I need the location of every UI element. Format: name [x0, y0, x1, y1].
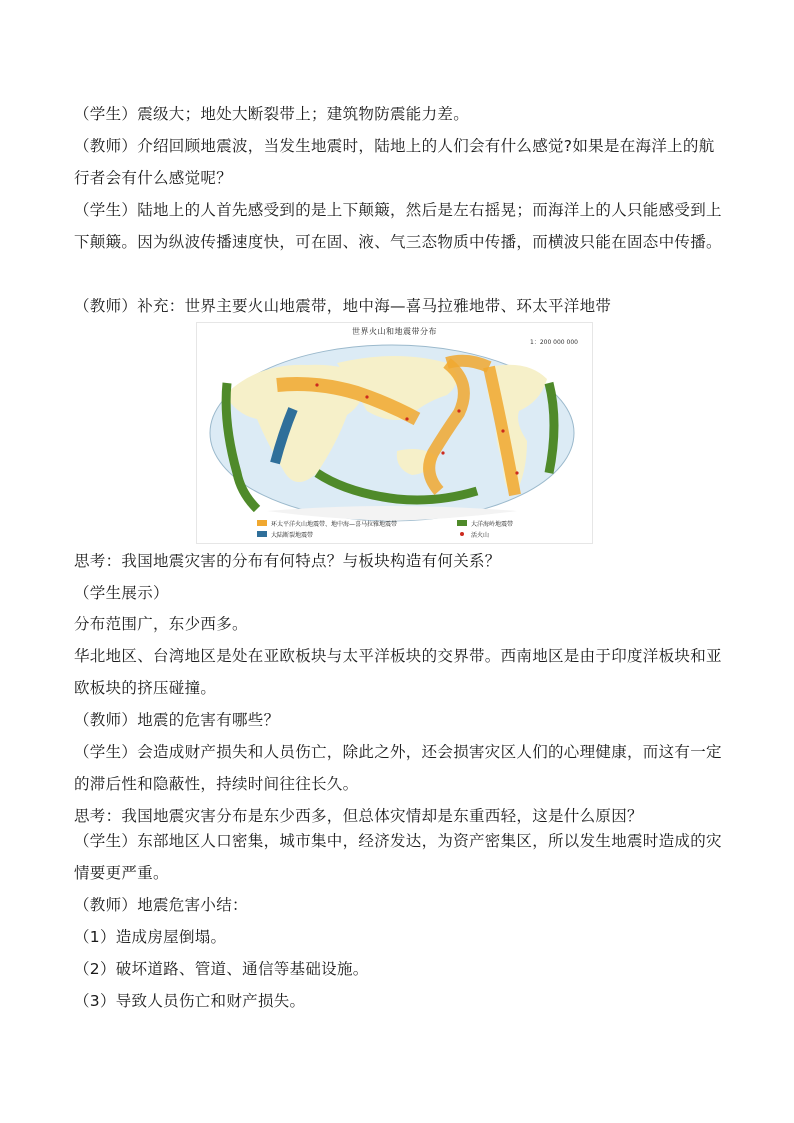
paragraph-16: （3）导致人员伤亡和财产损失。	[74, 992, 306, 1010]
volcano-marker	[501, 429, 504, 432]
paragraph-5: 思考：我国地震灾害的分布有何特点？与板块构造有何关系？	[74, 552, 501, 570]
legend-swatch-pacific-belt	[257, 520, 267, 526]
volcano-marker	[365, 395, 368, 398]
legend-swatch-ridge	[457, 520, 467, 526]
map-legend	[257, 519, 587, 541]
pacific-belt-north	[447, 361, 489, 367]
legend-label-rift: 大陆断裂地震带	[271, 532, 314, 539]
volcano-marker	[457, 409, 460, 412]
paragraph-14: （1）造成房屋倒塌。	[74, 928, 227, 946]
map-graphic	[197, 323, 592, 543]
paragraph-9: （教师）地震的危害有哪些？	[74, 711, 280, 729]
volcano-marker	[315, 383, 318, 386]
paragraph-7: 分布范围广，东少西多。	[74, 615, 248, 633]
paragraph-13: （教师）地震危害小结：	[74, 896, 248, 914]
legend-label-ridge: 大洋海岭地震带	[471, 521, 514, 528]
paragraph-12: （学生）东部地区人口密集，城市集中，经济发达，为资产密集区，所以发生地震时造成的灾情要更严重。	[74, 832, 722, 882]
paragraph-3: （学生）陆地上的人首先感受到的是上下颠簸，然后是左右摇晃；而海洋上的人只能感受到上下颠簸。因为纵波传播速度快，可在固、液、气三态物质中传播，而横波只能在固态中传播。	[74, 201, 722, 251]
legend-swatch-volcano	[460, 532, 464, 536]
legend-swatch-rift	[257, 531, 267, 537]
paragraph-10: （学生）会造成财产损失和人员伤亡，除此之外，还会损害灾区人们的心理健康，而这有一定的滞后性和隐蔽性，持续时间往往长久。	[74, 743, 722, 793]
paragraph-6: （学生展示）	[74, 584, 169, 602]
legend-label-pacific-belt: 环太平洋火山地震带、地中海—喜马拉雅地震带	[271, 521, 398, 528]
legend-label-volcano: 活火山	[471, 532, 490, 539]
paragraph-1: （学生）震级大；地处大断裂带上；建筑物防震能力差。	[74, 105, 470, 123]
map-title: 世界火山和地震带分布	[352, 327, 437, 336]
paragraph-8: 华北地区、台湾地区是处在亚欧板块与太平洋板块的交界带。西南地区是由于印度洋板块和亚欧板块的挤压碰撞。	[74, 647, 722, 697]
paragraph-2: （教师）介绍回顾地震波，当发生地震时，陆地上的人们会有什么感觉?如果是在海洋上的航行者会有什么感觉呢？	[74, 137, 715, 187]
volcano-marker	[405, 417, 408, 420]
paragraph-11: 思考：我国地震灾害分布是东少西多，但总体灾情却是东重西轻，这是什么原因？	[74, 807, 643, 825]
map-scale: 1：200 000 000	[530, 339, 578, 346]
ridge-pacific-east	[549, 383, 554, 473]
world-volcano-earthquake-map	[196, 322, 593, 544]
paragraph-4: （教师）补充：世界主要火山地震带，地中海—喜马拉雅地带、环太平洋地带	[74, 297, 612, 315]
volcano-marker	[441, 451, 444, 454]
volcano-marker	[515, 471, 518, 474]
paragraph-15: （2）破坏道路、管道、通信等基础设施。	[74, 960, 369, 978]
